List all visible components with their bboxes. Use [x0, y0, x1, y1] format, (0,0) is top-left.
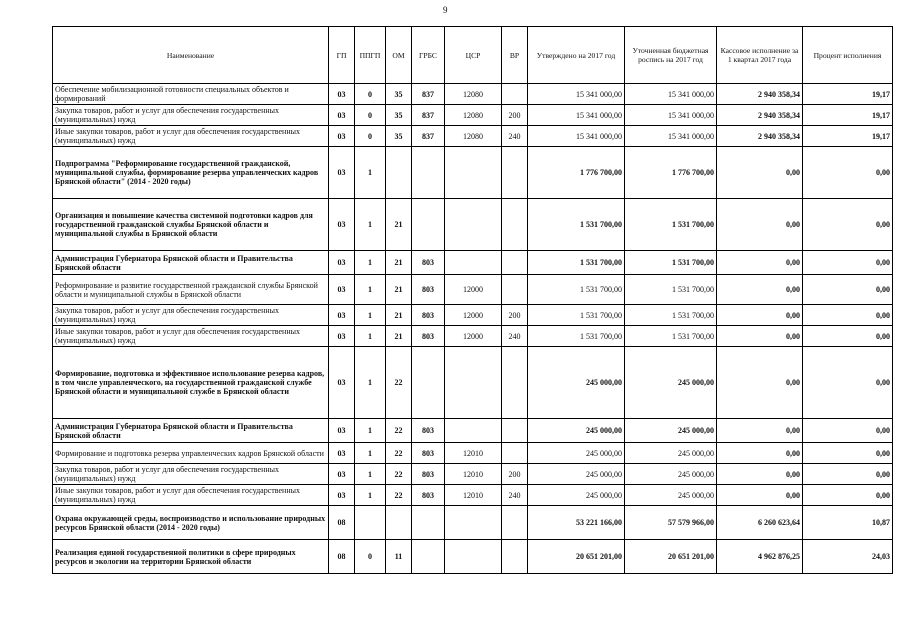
row-gp: 03: [329, 326, 355, 347]
row-name: Закупка товаров, работ и услуг для обеспечения государственных (муниципальных) нужд: [53, 464, 329, 485]
row-grbs: 837: [412, 84, 445, 105]
row-gp: 03: [329, 419, 355, 443]
row-cash-execution: 0,00: [717, 443, 803, 464]
row-cash-execution: 0,00: [717, 251, 803, 275]
row-vr: [502, 275, 528, 305]
row-percent: 24,03: [803, 540, 893, 574]
row-approved: 15 341 000,00: [528, 126, 625, 147]
row-csr: 12000: [445, 305, 502, 326]
header-grbs: ГРБС: [412, 27, 445, 84]
row-ppgp: 1: [355, 485, 386, 506]
row-approved: 245 000,00: [528, 485, 625, 506]
header-percent: Процент исполнения: [803, 27, 893, 84]
row-grbs: 803: [412, 485, 445, 506]
row-name: Иные закупки товаров, работ и услуг для обеспечения государственных (муниципальных) нужд: [53, 485, 329, 506]
row-vr: 200: [502, 105, 528, 126]
row-approved: 1 531 700,00: [528, 305, 625, 326]
row-ppgp: 0: [355, 105, 386, 126]
row-percent: 0,00: [803, 485, 893, 506]
row-approved: 1 531 700,00: [528, 326, 625, 347]
row-cash-execution: 0,00: [717, 147, 803, 199]
table-row: [53, 506, 893, 540]
row-vr: [502, 147, 528, 199]
table-row: [53, 105, 893, 126]
header-name: Наименование: [53, 27, 329, 84]
row-updated: 20 651 201,00: [625, 540, 717, 574]
row-om: 21: [386, 275, 412, 305]
row-name: Закупка товаров, работ и услуг для обеспечения государственных (муниципальных) нужд: [53, 105, 329, 126]
row-csr: 12080: [445, 105, 502, 126]
row-vr: [502, 443, 528, 464]
row-grbs: [412, 347, 445, 419]
budget-execution-table: [52, 26, 893, 574]
row-vr: [502, 419, 528, 443]
table-header-row: [53, 27, 893, 84]
row-ppgp: 0: [355, 126, 386, 147]
row-approved: 20 651 201,00: [528, 540, 625, 574]
table-row: [53, 84, 893, 105]
table-row: [53, 126, 893, 147]
row-ppgp: 1: [355, 443, 386, 464]
row-ppgp: 1: [355, 275, 386, 305]
row-csr: 12000: [445, 326, 502, 347]
row-name: Обеспечение мобилизационной готовности специальных объектов и формирований: [53, 84, 329, 105]
header-approved: Утверждено на 2017 год: [528, 27, 625, 84]
row-vr: 240: [502, 485, 528, 506]
row-grbs: [412, 199, 445, 251]
row-approved: 1 531 700,00: [528, 199, 625, 251]
row-csr: 12000: [445, 275, 502, 305]
row-percent: 0,00: [803, 305, 893, 326]
row-percent: 19,17: [803, 84, 893, 105]
row-name: Реформирование и развитие государственной гражданской службы Брянской области и муниципальной службы в Брянской области: [53, 275, 329, 305]
row-om: 35: [386, 84, 412, 105]
row-csr: [445, 147, 502, 199]
row-om: 22: [386, 443, 412, 464]
row-ppgp: 1: [355, 147, 386, 199]
row-approved: 15 341 000,00: [528, 84, 625, 105]
row-vr: [502, 540, 528, 574]
table-row: [53, 147, 893, 199]
row-csr: 12010: [445, 485, 502, 506]
row-csr: [445, 199, 502, 251]
row-approved: 53 221 166,00: [528, 506, 625, 540]
row-cash-execution: 4 962 876,25: [717, 540, 803, 574]
row-ppgp: [355, 506, 386, 540]
row-om: 21: [386, 251, 412, 275]
row-gp: 03: [329, 84, 355, 105]
row-gp: 03: [329, 251, 355, 275]
table-row: [53, 419, 893, 443]
row-gp: 03: [329, 443, 355, 464]
row-updated: 15 341 000,00: [625, 84, 717, 105]
row-percent: 0,00: [803, 464, 893, 485]
row-approved: 1 531 700,00: [528, 275, 625, 305]
row-cash-execution: 6 260 623,64: [717, 506, 803, 540]
row-om: 21: [386, 305, 412, 326]
row-gp: 03: [329, 347, 355, 419]
row-percent: 0,00: [803, 443, 893, 464]
row-approved: 15 341 000,00: [528, 105, 625, 126]
row-approved: 245 000,00: [528, 347, 625, 419]
row-cash-execution: 0,00: [717, 326, 803, 347]
row-csr: 12080: [445, 126, 502, 147]
row-grbs: 803: [412, 251, 445, 275]
row-name: Закупка товаров, работ и услуг для обеспечения государственных (муниципальных) нужд: [53, 305, 329, 326]
row-om: 21: [386, 199, 412, 251]
row-csr: [445, 506, 502, 540]
row-om: 35: [386, 126, 412, 147]
row-ppgp: 1: [355, 419, 386, 443]
row-updated: 1 776 700,00: [625, 147, 717, 199]
header-gp: ГП: [329, 27, 355, 84]
row-name: Реализация единой государственной политики в сфере природных ресурсов и экологии на территории Брянской области: [53, 540, 329, 574]
row-updated: 57 579 966,00: [625, 506, 717, 540]
row-percent: 0,00: [803, 419, 893, 443]
row-ppgp: 1: [355, 326, 386, 347]
row-ppgp: 1: [355, 251, 386, 275]
row-name: Формирование, подготовка и эффективное использование резерва кадров, в том числе управленческого, на государственной гражданской службе Брянской области и муниципальной службе в Брянской области: [53, 347, 329, 419]
row-name: Администрация Губернатора Брянской области и Правительства Брянской области: [53, 419, 329, 443]
row-name: Иные закупки товаров, работ и услуг для обеспечения государственных (муниципальных) нужд: [53, 126, 329, 147]
row-om: [386, 506, 412, 540]
row-gp: 03: [329, 126, 355, 147]
row-gp: 03: [329, 105, 355, 126]
row-vr: [502, 347, 528, 419]
row-gp: 03: [329, 305, 355, 326]
row-vr: 200: [502, 464, 528, 485]
row-cash-execution: 0,00: [717, 199, 803, 251]
row-vr: [502, 251, 528, 275]
row-grbs: 803: [412, 305, 445, 326]
row-cash-execution: 0,00: [717, 464, 803, 485]
row-grbs: [412, 506, 445, 540]
row-grbs: 837: [412, 126, 445, 147]
row-ppgp: 0: [355, 84, 386, 105]
row-percent: 0,00: [803, 275, 893, 305]
row-percent: 0,00: [803, 326, 893, 347]
row-vr: [502, 84, 528, 105]
row-om: 35: [386, 105, 412, 126]
row-csr: [445, 251, 502, 275]
row-percent: 19,17: [803, 126, 893, 147]
row-updated: 1 531 700,00: [625, 326, 717, 347]
row-name: Администрация Губернатора Брянской области и Правительства Брянской области: [53, 251, 329, 275]
header-updated: Уточненная бюджетная роспись на 2017 год: [625, 27, 717, 84]
row-cash-execution: 0,00: [717, 419, 803, 443]
row-csr: 12080: [445, 84, 502, 105]
row-grbs: 803: [412, 443, 445, 464]
row-percent: 0,00: [803, 147, 893, 199]
row-approved: 1 531 700,00: [528, 251, 625, 275]
row-csr: 12010: [445, 443, 502, 464]
row-vr: 200: [502, 305, 528, 326]
row-cash-execution: 0,00: [717, 347, 803, 419]
row-updated: 245 000,00: [625, 485, 717, 506]
row-om: 21: [386, 326, 412, 347]
row-grbs: 803: [412, 326, 445, 347]
row-gp: 03: [329, 199, 355, 251]
row-approved: 245 000,00: [528, 443, 625, 464]
row-grbs: [412, 540, 445, 574]
row-updated: 245 000,00: [625, 419, 717, 443]
header-vr: ВР: [502, 27, 528, 84]
row-updated: 1 531 700,00: [625, 251, 717, 275]
table-row: [53, 326, 893, 347]
row-csr: [445, 419, 502, 443]
row-om: 22: [386, 464, 412, 485]
table-row: [53, 347, 893, 419]
row-gp: 03: [329, 275, 355, 305]
row-updated: 245 000,00: [625, 347, 717, 419]
row-grbs: 803: [412, 464, 445, 485]
table-row: [53, 305, 893, 326]
row-ppgp: 1: [355, 347, 386, 419]
row-name: Организация и повышение качества системной подготовки кадров для государственной гражданской службы Брянской области и муниципальной службы в Брянской области: [53, 199, 329, 251]
row-cash-execution: 2 940 358,34: [717, 105, 803, 126]
table-row: [53, 251, 893, 275]
row-csr: [445, 347, 502, 419]
row-cash-execution: 0,00: [717, 275, 803, 305]
header-ppgp: ППГП: [355, 27, 386, 84]
row-updated: 1 531 700,00: [625, 199, 717, 251]
row-percent: 0,00: [803, 199, 893, 251]
row-ppgp: 0: [355, 540, 386, 574]
row-cash-execution: 0,00: [717, 485, 803, 506]
table-row: [53, 275, 893, 305]
row-vr: 240: [502, 126, 528, 147]
row-csr: [445, 540, 502, 574]
row-ppgp: 1: [355, 464, 386, 485]
row-cash-execution: 0,00: [717, 305, 803, 326]
row-approved: 1 776 700,00: [528, 147, 625, 199]
row-vr: 240: [502, 326, 528, 347]
row-vr: [502, 506, 528, 540]
row-percent: 19,17: [803, 105, 893, 126]
table-row: [53, 540, 893, 574]
row-gp: 03: [329, 147, 355, 199]
row-grbs: [412, 147, 445, 199]
row-percent: 0,00: [803, 347, 893, 419]
row-updated: 245 000,00: [625, 464, 717, 485]
row-csr: 12010: [445, 464, 502, 485]
row-cash-execution: 2 940 358,34: [717, 84, 803, 105]
row-om: 11: [386, 540, 412, 574]
row-om: 22: [386, 485, 412, 506]
row-approved: 245 000,00: [528, 464, 625, 485]
row-approved: 245 000,00: [528, 419, 625, 443]
row-ppgp: 1: [355, 305, 386, 326]
row-vr: [502, 199, 528, 251]
row-percent: 10,87: [803, 506, 893, 540]
table-row: [53, 485, 893, 506]
row-om: 22: [386, 347, 412, 419]
table-row: [53, 443, 893, 464]
row-name: Подпрограмма "Реформирование государственной гражданской, муниципальной службы, формирование резерва управленческих кадров Брянской области" (2014 - 2020 годы): [53, 147, 329, 199]
row-grbs: 803: [412, 419, 445, 443]
header-om: ОМ: [386, 27, 412, 84]
row-om: [386, 147, 412, 199]
header-csr: ЦСР: [445, 27, 502, 84]
row-updated: 1 531 700,00: [625, 275, 717, 305]
row-gp: 08: [329, 540, 355, 574]
row-om: 22: [386, 419, 412, 443]
page-number: 9: [443, 5, 448, 15]
header-cash-execution: Кассовое исполнение за 1 квартал 2017 года: [717, 27, 803, 84]
row-grbs: 837: [412, 105, 445, 126]
row-updated: 1 531 700,00: [625, 305, 717, 326]
table-row: [53, 464, 893, 485]
row-gp: 03: [329, 485, 355, 506]
row-updated: 15 341 000,00: [625, 105, 717, 126]
table-row: [53, 199, 893, 251]
row-updated: 15 341 000,00: [625, 126, 717, 147]
row-gp: 08: [329, 506, 355, 540]
row-name: Охрана окружающей среды, воспроизводство и использование природных ресурсов Брянской области (2014 - 2020 годы): [53, 506, 329, 540]
row-grbs: 803: [412, 275, 445, 305]
row-gp: 03: [329, 464, 355, 485]
row-cash-execution: 2 940 358,34: [717, 126, 803, 147]
row-ppgp: 1: [355, 199, 386, 251]
row-name: Формирование и подготовка резерва управленческих кадров Брянской области: [53, 443, 329, 464]
row-name: Иные закупки товаров, работ и услуг для обеспечения государственных (муниципальных) нужд: [53, 326, 329, 347]
row-updated: 245 000,00: [625, 443, 717, 464]
row-percent: 0,00: [803, 251, 893, 275]
